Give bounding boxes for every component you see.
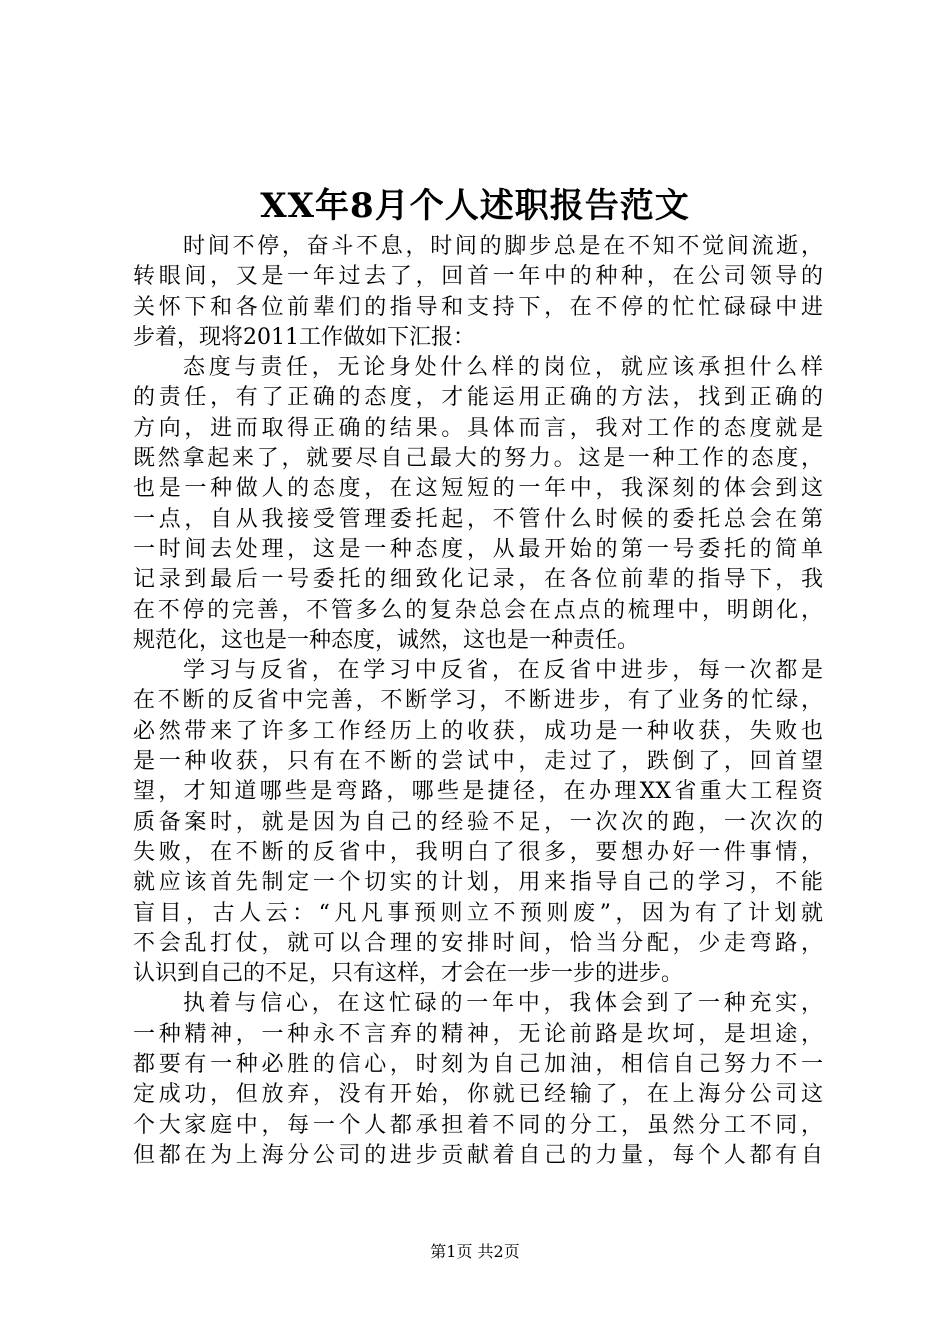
text-line: 学习与反省，在学习中反省，在反省中进步，每一次都是 (183, 658, 823, 684)
text-line: 但都在为上海分公司的进步贡献着自己的力量，每个人都有自 (133, 1142, 823, 1168)
text-line: 失败，在不断的反省中，我明白了很多，要想办好一件事情， (133, 839, 823, 865)
text-line: 个大家庭中，每一个人都承担着不同的分工，虽然分工不同， (133, 1112, 823, 1138)
text-line: 时间不停，奋斗不息，时间的脚步总是在不知不觉间流逝， (183, 234, 823, 259)
text-line: 执着与信心，在这忙碌的一年中，我体会到了一种充实， (183, 991, 823, 1017)
text-line: 在不停的完善，不管多么的复杂总会在点点的梳理中，明朗化， (133, 597, 823, 623)
document-title: XX年8月个人述职报告范文 (260, 186, 690, 226)
text-line: 态度与责任，无论身处什么样的岗位，就应该承担什么样 (183, 355, 823, 381)
text-line: 不会乱打仗，就可以合理的安排时间，恰当分配，少走弯路， (133, 930, 823, 956)
text-line: 盲目，古人云：“凡凡事预则立不预则废”，因为有了计划就 (133, 900, 823, 926)
text-line: 质备案时，就是因为自己的经验不足，一次次的跑，一次次的 (133, 809, 823, 835)
text-line: 必然带来了许多工作经历上的收获，成功是一种收获，失败也 (133, 718, 823, 744)
text-line: 一时间去处理，这是一种态度，从最开始的第一号委托的简单 (133, 536, 823, 562)
text-line: 都要有一种必胜的信心，时刻为自己加油，相信自己努力不一 (133, 1052, 823, 1078)
text-line: 转眼间，又是一年过去了，回首一年中的种种，在公司领导的 (133, 264, 823, 290)
text-line: 关怀下和各位前辈们的指导和支持下，在不停的忙忙碌碌中进 (133, 294, 823, 320)
text-line: 是一种收获，只有在不断的尝试中，走过了，跌倒了，回首望 (133, 749, 823, 775)
document-body (133, 232, 823, 1171)
text-line: 的责任，有了正确的态度，才能运用正确的方法，找到正确的 (133, 385, 823, 411)
text-line: 步着，现将2011工作做如下汇报： (133, 324, 475, 350)
text-line: 记录到最后一号委托的细致化记录，在各位前辈的指导下，我 (133, 567, 823, 593)
text-line: 认识到自己的不足，只有这样，才会在一步一步的进步。 (133, 961, 684, 987)
text-line: 定成功，但放弃，没有开始，你就已经输了，在上海分公司这 (133, 1082, 823, 1108)
text-line: 方向，进而取得正确的结果。具体而言，我对工作的态度就是 (133, 415, 823, 441)
text-line: 也是一种做人的态度，在这短短的一年中，我深刻的体会到这 (133, 476, 823, 502)
text-line: 就应该首先制定一个切实的计划，用来指导自己的学习，不能 (133, 870, 823, 896)
text-line: 规范化，这也是一种态度，诚然，这也是一种责任。 (133, 627, 640, 653)
text-line: 一点，自从我接受管理委托起，不管什么时候的委托总会在第 (133, 506, 823, 532)
text-line: 望，才知道哪些是弯路，哪些是捷径，在办理XX省重大工程资 (133, 779, 823, 805)
page-footer: 第1页 共2页 (430, 1242, 520, 1261)
text-line: 既然拿起来了，就要尽自己最大的努力。这是一种工作的态度， (133, 446, 823, 472)
text-line: 一种精神，一种永不言弃的精神，无论前路是坎坷，是坦途， (133, 1021, 823, 1047)
text-line: 在不断的反省中完善，不断学习，不断进步，有了业务的忙绿， (133, 688, 823, 714)
